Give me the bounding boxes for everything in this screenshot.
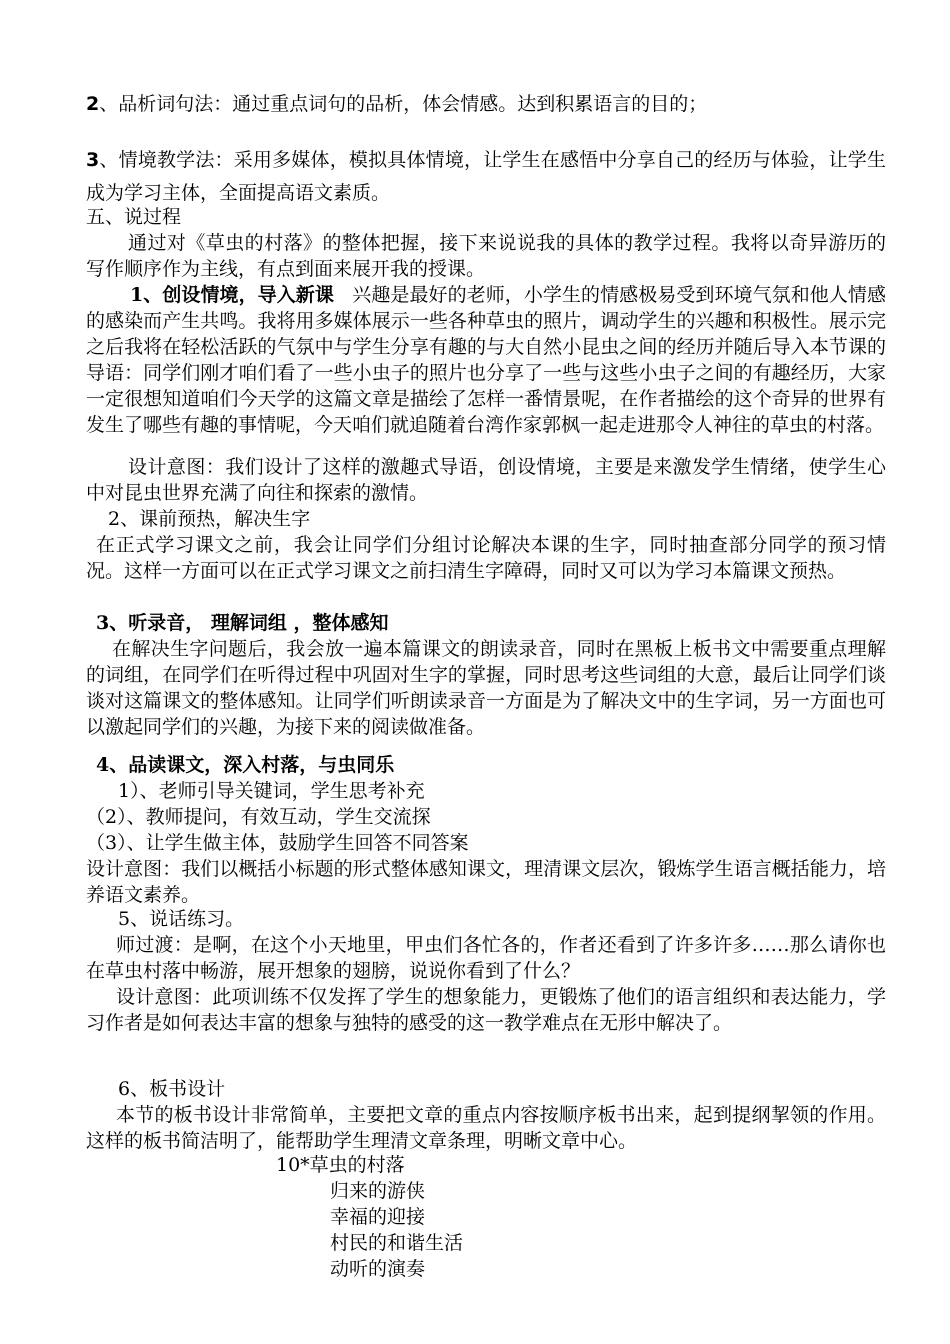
step-1-heading: 1、创设情境，导入新课 <box>130 284 334 306</box>
step-4-sub-2: （2）、教师提问，有效互动，学生交流探 <box>86 806 431 828</box>
section-5-heading: 五、说过程 <box>86 206 182 228</box>
step-6-heading: 6、板书设计 <box>118 1078 226 1100</box>
step-2-text: 在正式学习课文之前，我会让同学们分组讨论解决本课的生字，同时抽查部分同学的预习情况。这样一方面可以在正式学习课文之前扫清生字障碍，同时又可以为学习本篇课文预热。 <box>86 534 886 582</box>
method-2-text: 、品析词句法：通过重点词句的品析，体会情感。达到积累语言的目的； <box>99 93 708 115</box>
step-2-heading: 2、课前预热，解决生字 <box>108 508 311 530</box>
step-6-text: 本节的板书设计非常简单，主要把文章的重点内容按顺序板书出来，起到提纲挈领的作用。这样的板书简洁明了，能帮助学生理清文章条理，明晰文章中心。 <box>86 1104 886 1152</box>
method-3-paragraph <box>86 144 886 210</box>
step-1-design-intent: 设计意图：我们设计了这样的激趣式导语，创设情境，主要是来激发学生情绪，使学生心中对昆虫世界充满了向往和探索的激情。 <box>86 456 886 504</box>
step-4-design-intent: 设计意图：我们以概括小标题的形式整体感知课文，理清课文层次，锻炼学生语言概括能力，培养语文素养。 <box>86 858 886 906</box>
intro-paragraph: 通过对《草虫的村落》的整体把握，接下来说说我的具体的教学过程。我将以奇异游历的写作顺序作为主线，有点到面来展开我的授课。 <box>86 232 886 280</box>
board-item: 村民的和谐生活 <box>330 1232 464 1254</box>
step-5-text: 师过渡：是啊，在这个小天地里，甲虫们各忙各的，作者还看到了许多许多……那么请你也在草虫村落中畅游，展开想象的翅膀，说说你看到了什么？ <box>86 934 886 982</box>
step-1-paragraph <box>86 282 886 438</box>
step-4-heading: 4、品读课文，深入村落，与虫同乐 <box>96 754 395 776</box>
step-1-text: 兴趣是最好的老师，小学生的情感极易受到环境气氛和他人情感的感染而产生共鸣。我将用多媒体展示一些各种草虫的照片，调动学生的兴趣和积极性。展示完之后我将在轻松活跃的气氛中与学生分享有趣的与大自然小昆虫之间的经历并随后导入本节课的导语：同学们刚才咱们看了一些小虫子的照片也分享了一些与这些小虫子之间的有趣经历，大家一定很想知道咱们今天学的这篇文章是描绘了怎样一番情景呢，在作者描绘的这个奇异的世界有发生了哪些有趣的事情呢，今天咱们就追随着台湾作家郭枫一起走进那令人神往的草虫的村落。 <box>86 284 886 436</box>
method-3-text: 、情境教学法：采用多媒体，模拟具体情境，让学生在感悟中分享自己的经历与体验，让学生成为学习主体，全面提高语文素质。 <box>86 149 886 204</box>
step-3-text: 在解决生字问题后，我会放一遍本篇课文的朗读录音，同时在黑板上板书文中需要重点理解的词组，在同学们在听得过程中巩固对生字的掌握，同时思考这些词组的大意，最后让同学们谈谈对这篇课文的整体感知。让同学们听朗读录音一方面是为了解决文中的生字词，另一方面也可以激起同学们的兴趣，为接下来的阅读做准备。 <box>86 638 886 738</box>
board-item: 幸福的迎接 <box>330 1206 426 1228</box>
step-5-heading: 5、说话练习。 <box>118 908 245 930</box>
step-4-sub-1: 1）、老师引导关键词，学生思考补充 <box>118 780 425 802</box>
step-5-design-intent: 设计意图：此项训练不仅发挥了学生的想象能力，更锻炼了他们的语言组织和表达能力，学习作者是如何表达丰富的想象与独特的感受的这一教学难点在无形中解决了。 <box>86 986 886 1034</box>
method-2-paragraph <box>86 91 886 117</box>
step-4-sub-3: （3）、让学生做主体，鼓励学生回答不同答案 <box>86 832 469 854</box>
method-3-number: 3 <box>86 149 100 171</box>
method-2-number: 2 <box>86 93 100 115</box>
step-3-heading: 3、听录音， 理解词组 ，整体感知 <box>96 612 389 634</box>
board-item: 归来的游侠 <box>330 1180 426 1202</box>
board-title: 10*草虫的村落 <box>276 1154 405 1176</box>
board-item: 动听的演奏 <box>330 1258 426 1280</box>
